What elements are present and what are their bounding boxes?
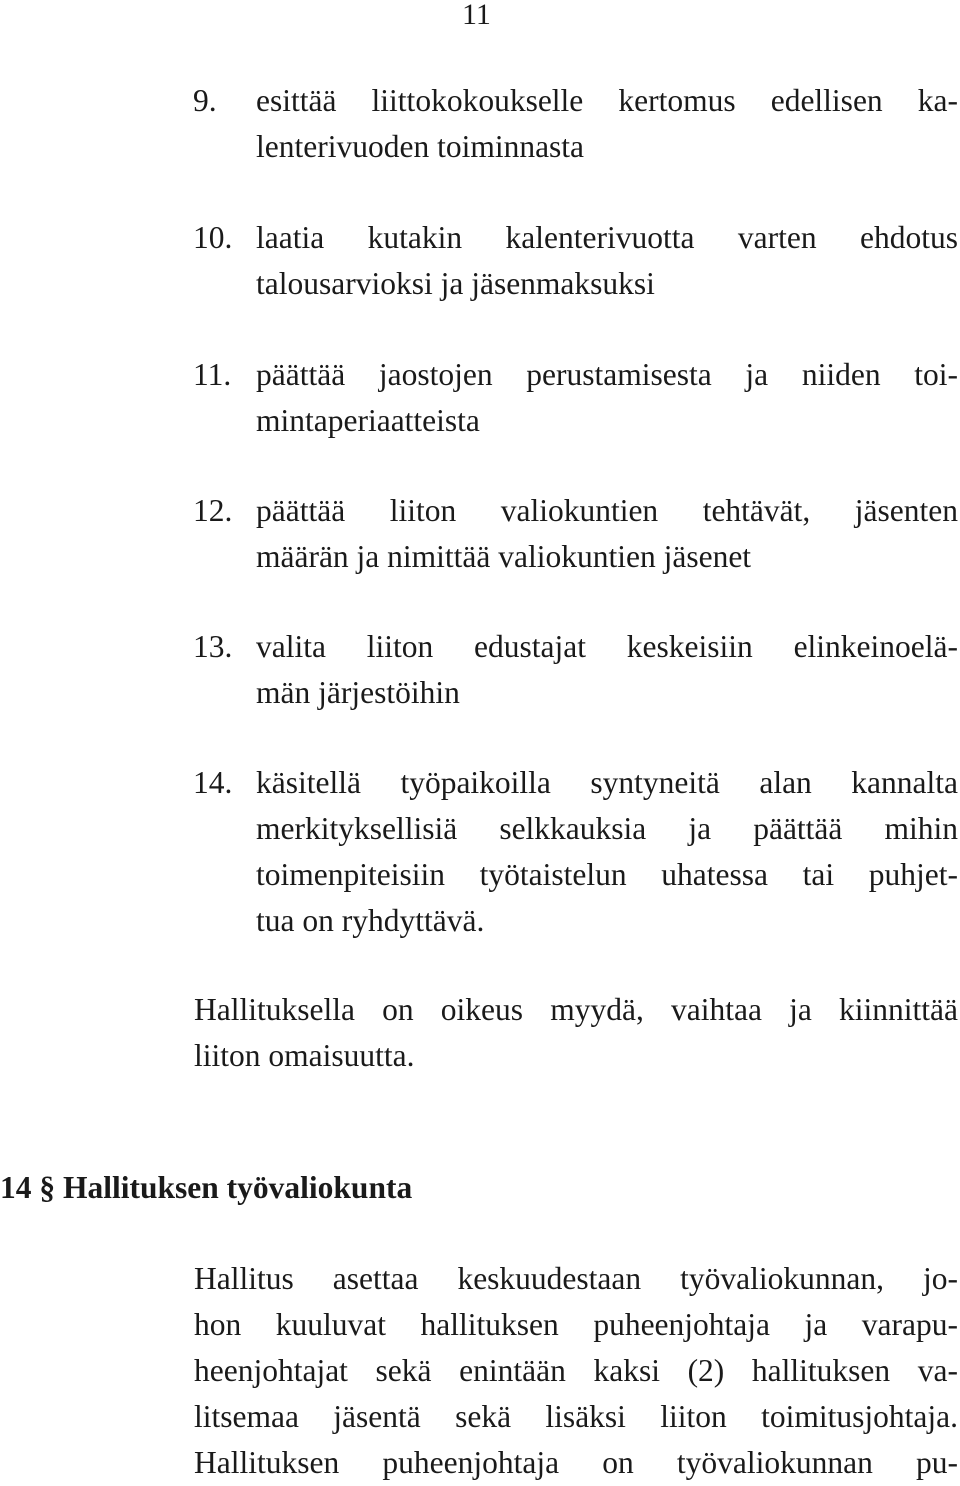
text-line: valita liiton edustajat keskeisiin elinkeinoelä-: [256, 629, 958, 664]
text-line: Hallituksella on oikeus myydä, vaihtaa ja kiinnittää: [194, 992, 958, 1027]
section-heading: 14 § Hallituksen työvaliokunta: [0, 1170, 413, 1205]
list-item-text: [256, 760, 958, 944]
text-line: tua on ryhdyttävä.: [256, 903, 485, 938]
text-line: Hallituksen puheenjohtaja on työvaliokunnan pu-: [194, 1445, 958, 1480]
text-line: käsitellä työpaikoilla syntyneitä alan kannalta: [256, 765, 958, 800]
list-item-number: 10.: [193, 220, 233, 255]
list-item-text: [256, 624, 958, 716]
list-item-number: 13.: [193, 629, 233, 664]
list-item-text: [256, 78, 958, 170]
section-paragraph: [194, 1256, 958, 1486]
text-line: merkityksellisiä selkkauksia ja päättää mihin: [256, 811, 958, 846]
list-item-number: 12.: [193, 493, 233, 528]
text-line: hon kuuluvat hallituksen puheenjohtaja ja varapu-: [194, 1307, 958, 1342]
page-number: 11: [462, 0, 491, 31]
board-rights-paragraph: [194, 987, 958, 1079]
text-line: määrän ja nimittää valiokuntien jäsenet: [256, 539, 752, 574]
list-item-number: 14.: [193, 765, 233, 800]
text-line: päättää jaostojen perustamisesta ja niiden toi-: [256, 357, 958, 392]
text-line: män järjestöihin: [256, 675, 460, 710]
text-line: Hallitus asettaa keskuudestaan työvaliokunnan, jo-: [194, 1261, 958, 1296]
list-item-number: 9.: [193, 83, 217, 118]
text-line: litsemaa jäsentä sekä lisäksi liiton toimitusjohtaja.: [194, 1399, 958, 1434]
text-line: liiton omaisuutta.: [194, 1038, 415, 1073]
text-line: esittää liittokokoukselle kertomus edellisen ka-: [256, 83, 958, 118]
text-line: laatia kutakin kalenterivuotta varten ehdotus: [256, 220, 958, 255]
list-item-text: [256, 352, 958, 444]
text-line: lenterivuoden toiminnasta: [256, 129, 585, 164]
list-item-text: [256, 215, 958, 307]
text-line: talousarvioksi ja jäsenmaksuksi: [256, 266, 655, 301]
text-line: heenjohtajat sekä enintään kaksi (2) hallituksen va-: [194, 1353, 958, 1388]
text-line: toimenpiteisiin työtaistelun uhatessa tai puhjet-: [256, 857, 958, 892]
list-item-text: [256, 488, 958, 580]
text-line: päättää liiton valiokuntien tehtävät, jäsenten: [256, 493, 958, 528]
text-line: mintaperiaatteista: [256, 403, 480, 438]
list-item-number: 11.: [193, 357, 232, 392]
